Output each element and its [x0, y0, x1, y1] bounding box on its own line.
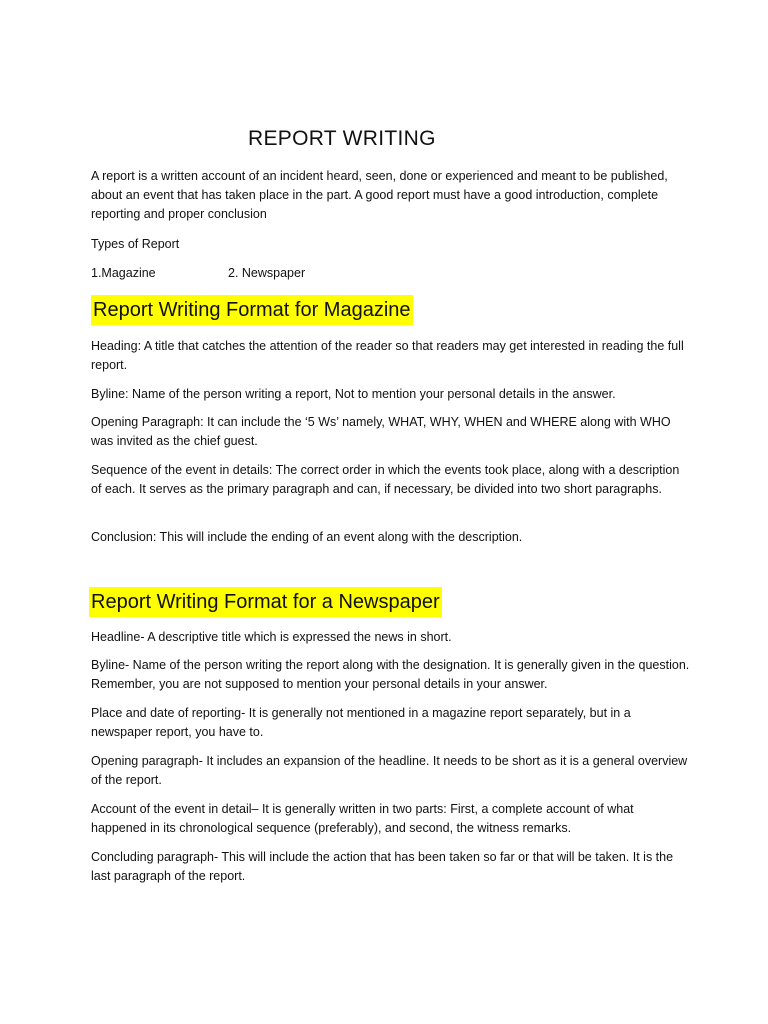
magazine-item-conclusion: Conclusion: This will include the ending of an event along with the description. [91, 530, 523, 544]
newspaper-item-byline: Byline- Name of the person writing the report along with the designation. It is generally given in the question. Remember, you are not supposed to mention your personal details in your answer. [91, 658, 690, 691]
newspaper-item-place-date: Place and date of reporting- It is generally not mentioned in a magazine report separately, but in a newspaper report, you have to. [91, 706, 631, 739]
type-newspaper: 2. Newspaper [228, 266, 306, 280]
newspaper-item-headline: Headline- A descriptive title which is expressed the news in short. [91, 630, 452, 644]
newspaper-item-concluding: Concluding paragraph- This will include the action that has been taken so far or that will be taken. It is the last paragraph of the report. [91, 850, 674, 883]
intro-paragraph: A report is a written account of an incident heard, seen, done or experienced and meant to be published, about an event that has taken place in the part. A good report must have a good introduction, complete reporting and proper conclusion [91, 169, 668, 221]
newspaper-item-opening: Opening paragraph- It includes an expansion of the headline. It needs to be short as it is a general overview of the report. [91, 754, 688, 787]
magazine-item-byline: Byline: Name of the person writing a report, Not to mention your personal details in the answer. [91, 387, 616, 401]
types-list [91, 264, 305, 283]
newspaper-item-account: Account of the event in detail– It is generally written in two parts: First, a complete account of what happened in its chronological sequence (preferably), and second, the witness remarks. [91, 802, 634, 835]
types-label: Types of Report [91, 237, 180, 251]
magazine-item-heading: Heading: A title that catches the attention of the reader so that readers may get interested in reading the full report. [91, 339, 684, 372]
magazine-format-heading: Report Writing Format for Magazine [91, 295, 413, 325]
type-magazine: 1.Magazine [91, 266, 156, 280]
magazine-item-sequence: Sequence of the event in details: The correct order in which the events took place, along with a description of each. It serves as the primary paragraph and can, if necessary, be divided into two short paragraphs. [91, 463, 680, 496]
page-title: REPORT WRITING [248, 127, 436, 150]
newspaper-format-heading: Report Writing Format for a Newspaper [89, 587, 442, 617]
magazine-item-opening: Opening Paragraph: It can include the ‘5 Ws’ namely, WHAT, WHY, WHEN and WHERE along with WHO was invited as the chief guest. [91, 415, 671, 448]
